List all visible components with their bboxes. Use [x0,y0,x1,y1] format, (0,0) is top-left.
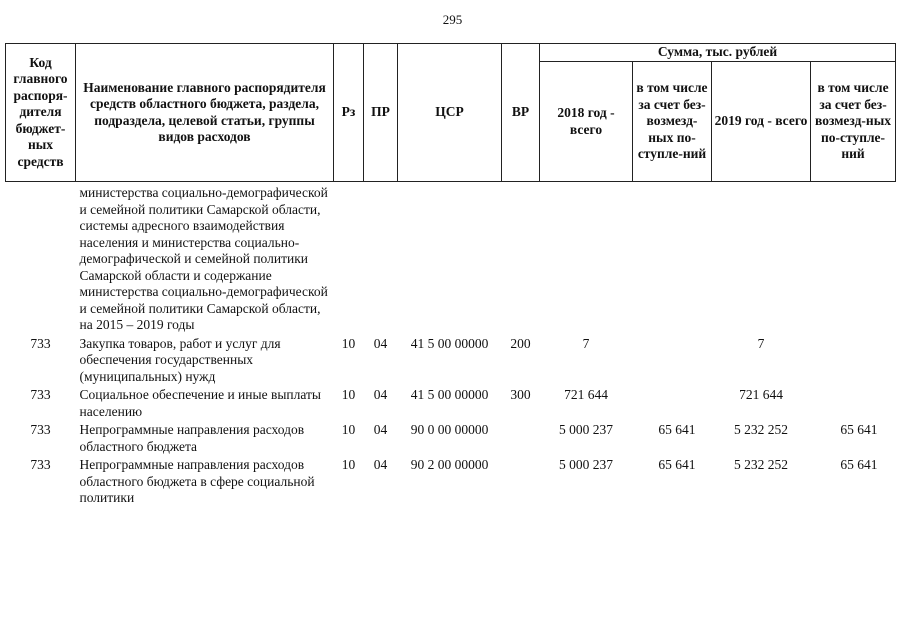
cell-total-2018: 7 [582,335,590,351]
cell-name: Закупка товаров, работ и услуг для обеспечения государственных (муниципальных) нужд [79,335,281,384]
header-rz: Рз [334,44,364,182]
cell-csr: 41 5 00 00000 [410,387,489,402]
header-bezv-2018: в том числе за счет без-возмезд-ных по-ступле-ний [633,62,712,182]
cell-pr: 04 [373,457,388,472]
header-bezv-2019: в том числе за счет без-возмезд-ных по-ступле-ний [811,62,896,182]
cell-bezv-2018 [633,385,712,420]
cell-name: Социальное обеспечение и иные выплаты населению [79,387,321,419]
page-number: 295 [442,12,463,27]
table-row [6,385,896,420]
cell-pr: 04 [373,335,388,351]
continuation-text: министерства социально-демографической и семейной политики Самарской области, системы адресного взаимодействия населения и министерства социально-демографической и семейной политики Самарской области и содержание министерства социально-демографической и семейной политики Самарской области, на 2015 – 2019 годы [79,185,328,332]
cell-csr: 90 0 00 00000 [410,422,489,437]
cell-rz: 10 [341,387,356,402]
header-total-2019: 2019 год - всего [712,62,811,182]
cell-bezv-2018: 65 641 [658,422,696,437]
cell-pr: 04 [373,422,388,437]
cell-rz: 10 [341,422,356,437]
cell-bezv-2019: 65 641 [840,457,878,472]
cell-code: 733 [30,457,51,472]
cell-vr: 200 [510,335,531,351]
cell-total-2018: 5 000 237 [559,457,613,472]
header-pr: ПР [364,44,398,182]
table-row [6,420,896,455]
header-code: Код главного распоря-дителя бюджет-ных средств [6,44,76,182]
cell-csr: 41 5 00 00000 [410,335,489,351]
cell-bezv-2019 [811,334,896,386]
budget-table [5,43,896,507]
cell-code: 733 [30,335,51,351]
cell-total-2018: 721 644 [564,387,608,402]
cell-name: Непрограммные направления расходов областного бюджета [79,422,305,454]
cell-pr: 04 [373,387,388,402]
table-header [6,44,896,182]
cell-vr [502,420,540,455]
cell-vr: 300 [510,387,531,402]
cell-vr [502,455,540,507]
table-row [6,334,896,386]
cell-name: Непрограммные направления расходов областного бюджета в сфере социальной политики [79,457,315,505]
header-total-2018: 2018 год - всего [540,62,633,182]
continuation-row [6,182,896,334]
cell-csr: 90 2 00 00000 [410,457,489,472]
table-row [6,455,896,507]
header-sum: Сумма, тыс. рублей [540,44,896,62]
cell-bezv-2018: 65 641 [658,457,696,472]
cell-total-2019: 721 644 [739,387,783,402]
cell-total-2019: 7 [757,335,765,351]
cell-total-2019: 5 232 252 [734,457,788,472]
cell-code: 733 [30,422,51,437]
cell-bezv-2019: 65 641 [840,422,878,437]
cell-code: 733 [30,387,51,402]
cell-total-2019: 5 232 252 [734,422,788,437]
cell-total-2018: 5 000 237 [559,422,613,437]
header-vr: ВР [502,44,540,182]
cell-rz: 10 [341,457,356,472]
cell-rz: 10 [341,335,356,351]
table-body [6,182,896,507]
header-name: Наименование главного распорядителя средств областного бюджета, раздела, подраздела, целевой статьи, группы видов расходов [76,44,334,182]
header-csr: ЦСР [398,44,502,182]
cell-bezv-2018 [633,334,712,386]
cell-bezv-2019 [811,385,896,420]
